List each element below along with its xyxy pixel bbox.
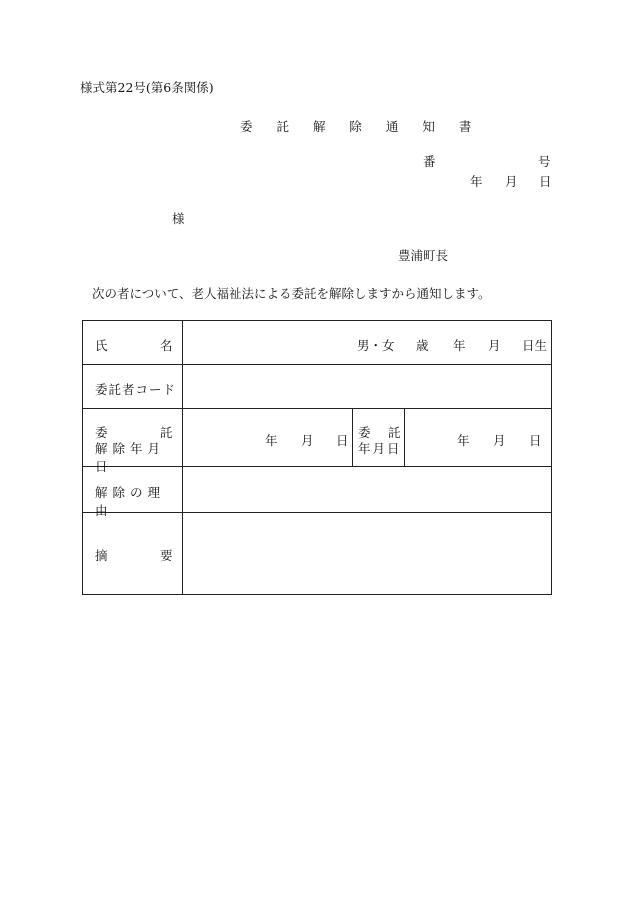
birth-year: 年 — [453, 338, 466, 353]
addressee-suffix: 様 — [172, 211, 185, 226]
summary-label-b: 要 — [160, 548, 173, 563]
entrust-date-label-cell — [353, 409, 405, 467]
summary-value[interactable] — [183, 513, 552, 595]
reason-row — [83, 467, 552, 513]
birth-day: 日生 — [522, 338, 548, 353]
number-label: 番 — [423, 154, 436, 169]
entrusted-code-label: 委託者コード — [95, 382, 177, 397]
issuer: 豊浦町長 — [398, 248, 449, 263]
gender-choice[interactable]: 男・女 — [357, 338, 395, 353]
name-label-b: 名 — [160, 338, 173, 353]
entrust-date-label-2: 年月日 — [358, 441, 402, 456]
reason-value[interactable] — [183, 467, 552, 513]
reason-label-cell — [83, 467, 183, 518]
cancel-date-value-cell[interactable] — [183, 409, 353, 467]
entrusted-code-label-cell — [83, 365, 183, 409]
body-text: 次の者について、老人福祉法による委託を解除しますから通知します。 — [92, 286, 491, 301]
dates-row — [83, 409, 552, 467]
entrust-date-label-1a: 委 — [358, 425, 371, 440]
cancel-date-label-1a: 委 — [95, 425, 108, 440]
cancel-date-year: 年 — [265, 433, 278, 448]
cancel-date-label-cell — [83, 409, 183, 474]
entrust-date-label-1b: 託 — [388, 425, 401, 440]
form-number: 様式第22号(第6条関係) — [80, 80, 214, 95]
entrust-date-year: 年 — [457, 433, 470, 448]
summary-label-a: 摘 — [95, 548, 108, 563]
birth-month: 月 — [488, 338, 501, 353]
issue-date-year: 年 — [470, 174, 483, 189]
entrusted-code-row — [83, 365, 552, 409]
cancel-date-label-2: 解除年月日 — [95, 441, 166, 474]
name-value-cell[interactable] — [183, 321, 552, 365]
summary-label-cell — [83, 513, 183, 595]
reason-label: 解除の理由 — [95, 485, 166, 518]
entrust-date-day: 日 — [529, 433, 542, 448]
issue-date-day: 日 — [539, 174, 552, 189]
summary-row — [83, 513, 552, 595]
cancel-date-month: 月 — [301, 433, 314, 448]
cancel-date-label-1b: 託 — [160, 425, 173, 440]
form-table — [82, 320, 552, 595]
entrusted-code-value[interactable] — [183, 365, 552, 409]
name-label-cell — [83, 321, 183, 365]
age-unit: 歳 — [416, 338, 429, 353]
name-row — [83, 321, 552, 365]
name-label-a: 氏 — [95, 338, 108, 353]
issue-date-month: 月 — [505, 174, 518, 189]
document-title: 委 託 解 除 通 知 書 — [240, 119, 479, 134]
entrust-date-value-cell[interactable] — [405, 409, 552, 467]
cancel-date-day: 日 — [336, 433, 349, 448]
number-suffix: 号 — [538, 154, 551, 169]
entrust-date-month: 月 — [493, 433, 506, 448]
